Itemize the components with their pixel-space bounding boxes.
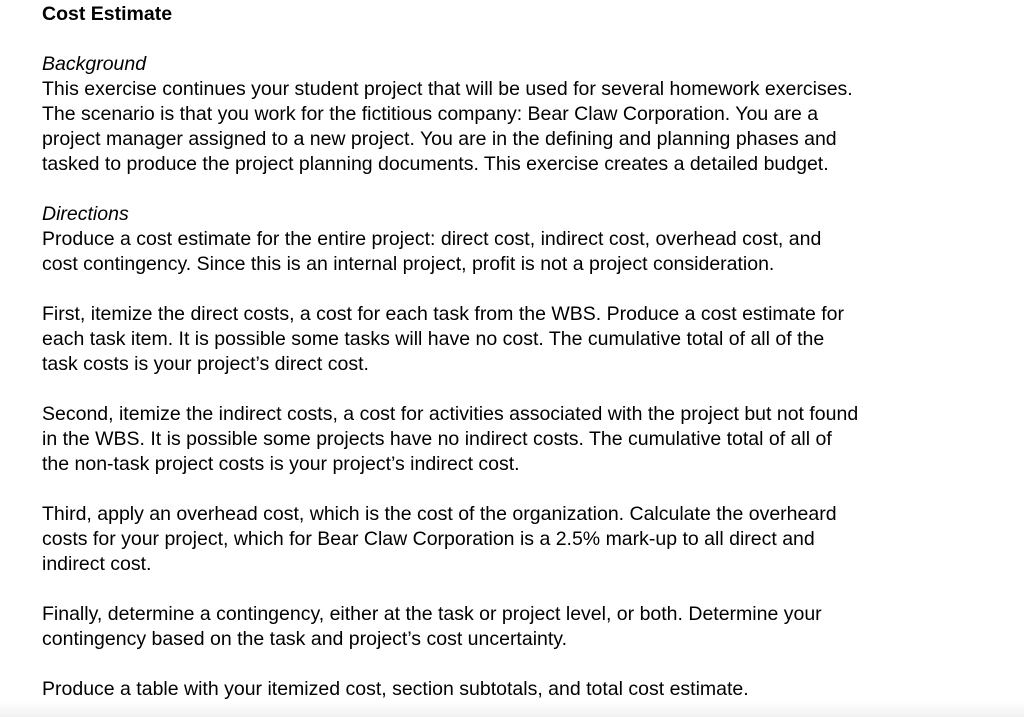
background-line: tasked to produce the project planning documents. This exercise creates a detailed budget. (42, 153, 829, 175)
background-heading: Background (42, 53, 147, 75)
background-line: project manager assigned to a new project. You are in the defining and planning phases and (42, 128, 837, 150)
directions-paragraph-table (42, 677, 1002, 702)
paragraph-line: Produce a cost estimate for the entire project: direct cost, indirect cost, overhead cost, and (42, 228, 822, 250)
paragraph-line: costs for your project, which for Bear Claw Corporation is a 2.5% mark-up to all direct and (42, 528, 815, 550)
directions-paragraph-direct-costs (42, 302, 1002, 377)
paragraph-line: cost contingency. Since this is an internal project, profit is not a project consideration. (42, 253, 775, 275)
paragraph-line: First, itemize the direct costs, a cost for each task from the WBS. Produce a cost estimate for (42, 303, 844, 325)
paragraph-line: in the WBS. It is possible some projects have no indirect costs. The cumulative total of all of (42, 428, 832, 450)
directions-paragraph-overhead (42, 502, 1002, 577)
paragraph-line: task costs is your project’s direct cost. (42, 353, 369, 375)
directions-paragraph-indirect-costs (42, 402, 1002, 477)
document-page (42, 2, 1002, 702)
paragraph-line: contingency based on the task and project’s cost uncertainty. (42, 628, 568, 650)
paragraph-line: Produce a table with your itemized cost, section subtotals, and total cost estimate. (42, 678, 749, 700)
directions-heading: Directions (42, 203, 129, 225)
directions-paragraph-contingency (42, 602, 1002, 652)
background-line: The scenario is that you work for the fictitious company: Bear Claw Corporation. You are a (42, 103, 819, 125)
document-title: Cost Estimate (42, 3, 173, 25)
paragraph-line: Third, apply an overhead cost, which is the cost of the organization. Calculate the overheard (42, 503, 837, 525)
paragraph-line: Second, itemize the indirect costs, a cost for activities associated with the project but not found (42, 403, 859, 425)
directions-paragraph-overview (42, 227, 1002, 277)
paragraph-line: Finally, determine a contingency, either at the task or project level, or both. Determine your (42, 603, 822, 625)
paragraph-line: the non-task project costs is your project’s indirect cost. (42, 453, 520, 475)
background-line: This exercise continues your student project that will be used for several homework exercises. (42, 78, 853, 100)
background-section (42, 52, 1002, 177)
directions-section (42, 202, 1002, 702)
paragraph-line: indirect cost. (42, 553, 152, 575)
paragraph-line: each task item. It is possible some tasks will have no cost. The cumulative total of all of the (42, 328, 825, 350)
page-bottom-edge (0, 701, 1024, 717)
